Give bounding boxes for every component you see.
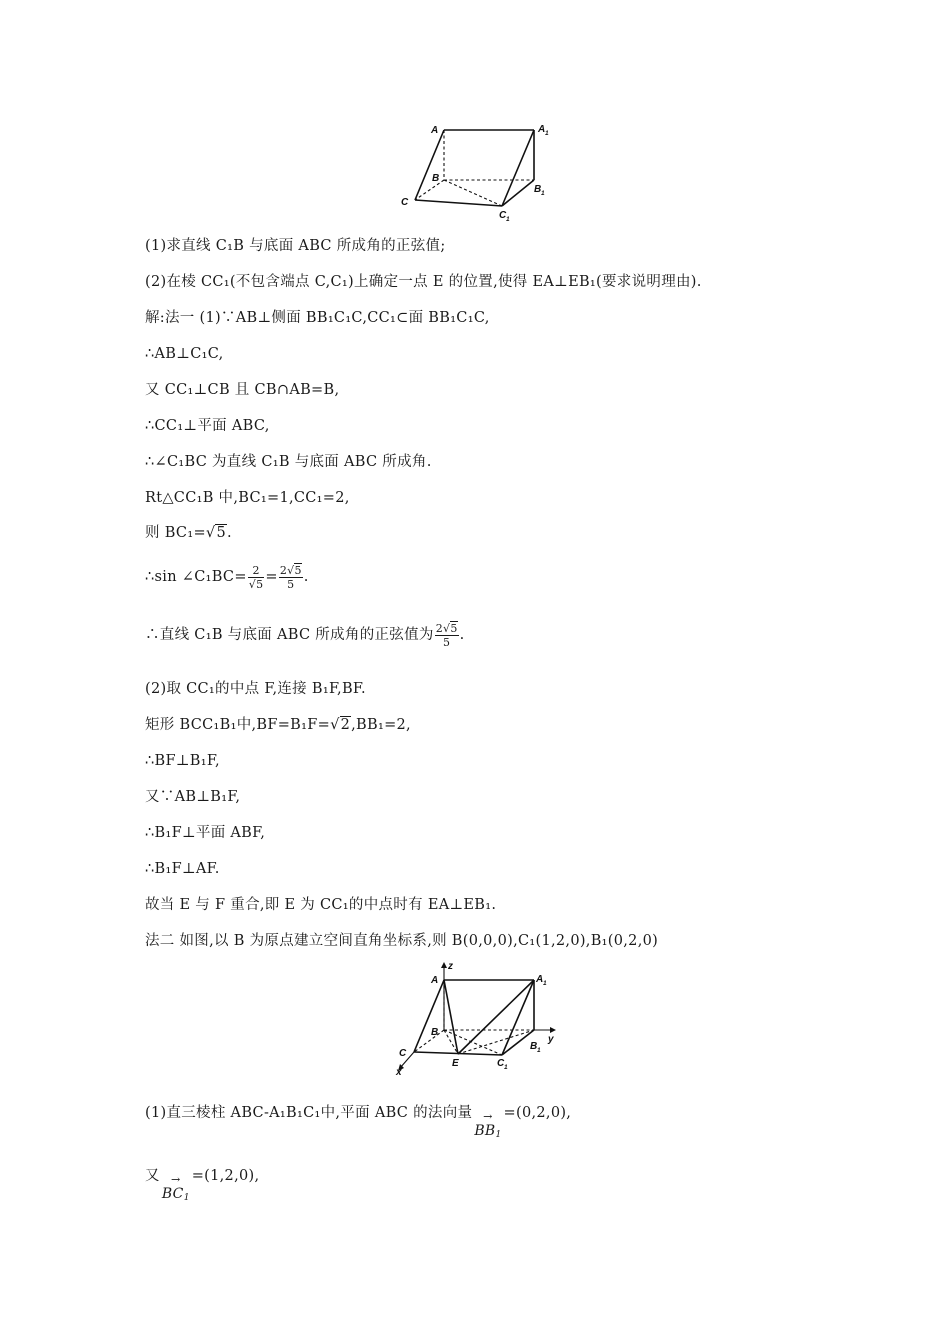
fraction-answer: $\frac{2√5}{5}$	[435, 621, 458, 649]
solution-line-18: (1)直三棱柱 ABC-A₁B₁C₁中,平面 ABC 的法向量 → BB1=(0,2,0),	[145, 1103, 571, 1145]
s7-pre: 则 BC₁=	[145, 525, 206, 541]
s19-pre: 又	[145, 1168, 160, 1184]
label-B1: B	[534, 184, 542, 195]
label-C1-sub: 1	[506, 216, 510, 223]
label-C1-sub: 1	[504, 1064, 508, 1071]
label-A1: A	[536, 974, 544, 985]
solution-line-7: 则 BC₁=√5.	[145, 525, 232, 541]
solution-line-5: ∴∠C₁BC 为直线 C₁B 与底面 ABC 所成角.	[145, 454, 432, 470]
label-A1-sub: 1	[545, 130, 549, 137]
solution-line-13: 又∵AB⊥B₁F,	[145, 789, 241, 805]
label-B1: B	[530, 1041, 538, 1052]
sqrt-5: √5	[205, 525, 226, 541]
label-C: C	[401, 197, 409, 208]
solution-line-1: 解:法一 (1)∵AB⊥侧面 BB₁C₁C,CC₁⊂面 BB₁C₁C,	[145, 310, 490, 326]
fraction-2-over-root5: $\frac{2}{√5}$	[248, 563, 264, 591]
solution-line-17: 法二 如图,以 B 为原点建立空间直角坐标系,则 B(0,0,0),C₁(1,2,0),B₁(0,2,0)	[145, 933, 659, 949]
solution-line-10: (2)取 CC₁的中点 F,连接 B₁F,BF.	[145, 681, 366, 697]
solution-line-3: 又 CC₁⊥CB 且 CB∩AB=B,	[145, 382, 340, 398]
label-C1: C	[497, 1058, 505, 1069]
sqrt-2: √2	[330, 717, 351, 733]
label-z: z	[448, 961, 453, 972]
vector-BB1: → BB1	[474, 1110, 502, 1140]
label-E: E	[452, 1058, 459, 1069]
label-A: A	[431, 125, 439, 136]
fraction-2root5-over-5: $\frac{2√5}{5}$	[279, 563, 302, 591]
solution-line-2: ∴AB⊥C₁C,	[145, 346, 224, 362]
solution-line-16: 故当 E 与 F 重合,即 E 为 CC₁的中点时有 EA⊥EB₁.	[145, 897, 497, 913]
label-B: B	[431, 1027, 439, 1038]
question-2: (2)在棱 CC₁(不包含端点 C,C₁)上确定一点 E 的位置,使得 EA⊥EB₁(要求说明理由).	[145, 274, 702, 290]
solution-line-12: ∴BF⊥B₁F,	[145, 753, 220, 769]
solution-line-8: ∴sin ∠C₁BC= $\frac{2}{√5}$ = $\frac{2√5}{5}$ .	[145, 563, 309, 591]
label-B: B	[432, 173, 440, 184]
s18-pre: (1)直三棱柱 ABC-A₁B₁C₁中,平面 ABC 的法向量	[145, 1105, 473, 1121]
label-A1: A	[538, 124, 546, 135]
s8-pre: ∴sin ∠C₁BC=	[145, 569, 247, 585]
s9-pre: ∴直线 C₁B 与底面 ABC 所成角的正弦值为	[145, 627, 434, 643]
solution-line-11: 矩形 BCC₁B₁中,BF=B₁F=√2,BB₁=2,	[145, 717, 411, 733]
solution-line-15: ∴B₁F⊥AF.	[145, 861, 220, 877]
solution-line-6: Rt△CC₁B 中,BC₁=1,CC₁=2,	[145, 490, 350, 506]
s11-pre: 矩形 BCC₁B₁中,BF=B₁F=	[145, 717, 331, 733]
label-A: A	[431, 975, 439, 986]
solution-line-9: ∴直线 C₁B 与底面 ABC 所成角的正弦值为 $\frac{2√5}{5}$ .	[145, 621, 465, 649]
question-1: (1)求直线 C₁B 与底面 ABC 所成角的正弦值;	[145, 238, 446, 254]
label-A1-sub: 1	[543, 980, 547, 987]
solution-line-14: ∴B₁F⊥平面 ABF,	[145, 825, 266, 841]
vector-BC1: → BC1	[161, 1173, 190, 1203]
solution-line-4: ∴CC₁⊥平面 ABC,	[145, 418, 270, 434]
prism-figure-1	[398, 118, 558, 223]
prism-figure-2	[390, 958, 565, 1076]
label-x: x	[396, 1067, 402, 1076]
label-C1: C	[499, 210, 507, 221]
label-C: C	[399, 1048, 407, 1059]
label-y: y	[548, 1034, 554, 1045]
label-B1-sub: 1	[541, 190, 545, 197]
solution-line-19: 又 → BC1=(1,2,0),	[145, 1166, 259, 1208]
label-B1-sub: 1	[537, 1047, 541, 1054]
